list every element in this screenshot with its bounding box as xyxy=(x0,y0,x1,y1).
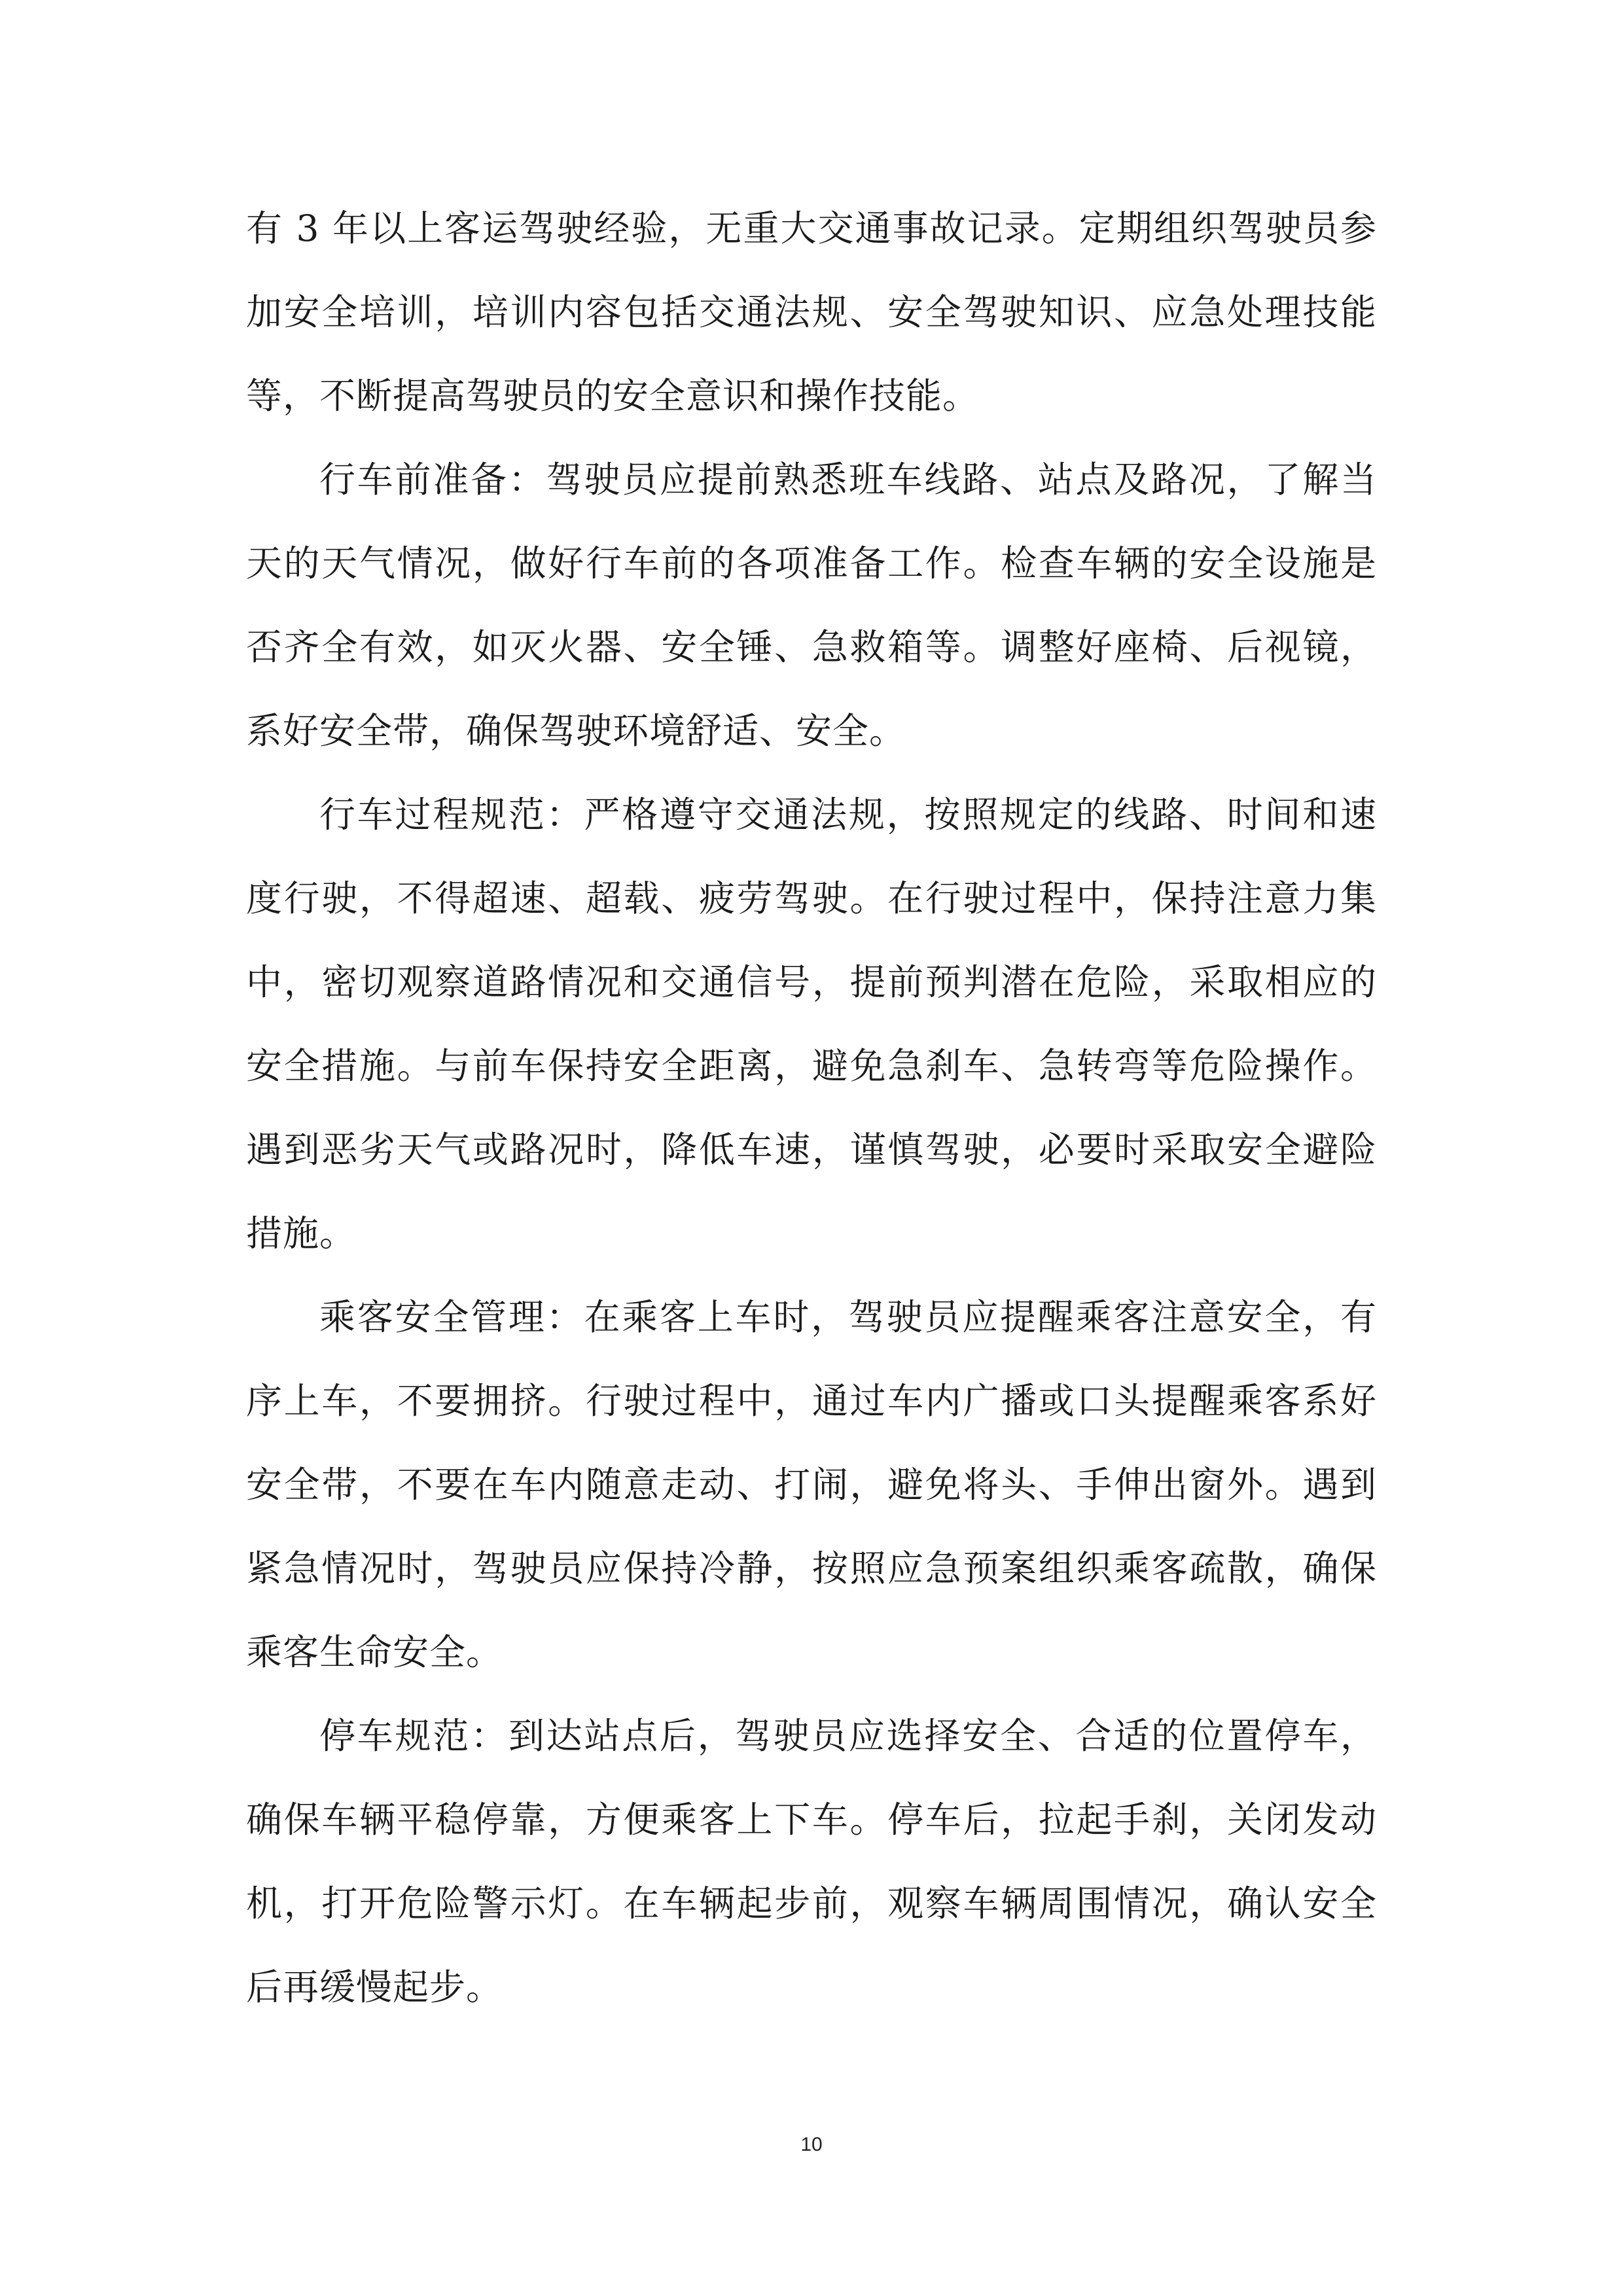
paragraph-driving-process-rules: 行车过程规范：严格遵守交通法规，按照规定的线路、时间和速度行驶，不得超速、超载、疲劳驾驶。在行驶过程中，保持注意力集中，密切观察道路情况和交通信号，提前预判潜在危险，采取相应的安全措施。与前车保持安全距离，避免急刹车、急转弯等危险操作。遇到恶劣天气或路况时，降低车速，谨慎驾驶，必要时采取安全避险措施。 xyxy=(246,794,1377,1254)
page-number: 10 xyxy=(800,2134,823,2155)
paragraph-pre-driving-preparation: 行车前准备：驾驶员应提前熟悉班车线路、站点及路况，了解当天的天气情况，做好行车前的各项准备工作。检查车辆的安全设施是否齐全有效，如灭火器、安全锤、急救箱等。调整好座椅、后视镜，系好安全带，确保驾驶环境舒适、安全。 xyxy=(246,459,1377,752)
paragraph-parking-rules: 停车规范：到达站点后，驾驶员应选择安全、合适的位置停车，确保车辆平稳停靠，方便乘客上下车。停车后，拉起手刹，关闭发动机，打开危险警示灯。在车辆起步前，观察车辆周围情况，确认安全后再缓慢起步。 xyxy=(246,1715,1377,2008)
paragraph-passenger-safety: 乘客安全管理：在乘客上车时，驾驶员应提醒乘客注意安全，有序上车，不要拥挤。行驶过程中，通过车内广播或口头提醒乘客系好安全带，不要在车内随意走动、打闹，避免将头、手伸出窗外。遇到紧急情况时，驾驶员应保持冷静，按照应急预案组织乘客疏散，确保乘客生命安全。 xyxy=(246,1296,1377,1673)
document-body xyxy=(246,186,1377,2029)
paragraph-driver-qualification: 有 3 年以上客运驾驶经验，无重大交通事故记录。定期组织驾驶员参加安全培训，培训内容包括交通法规、安全驾驶知识、应急处理技能等，不断提高驾驶员的安全意识和操作技能。 xyxy=(246,207,1377,417)
